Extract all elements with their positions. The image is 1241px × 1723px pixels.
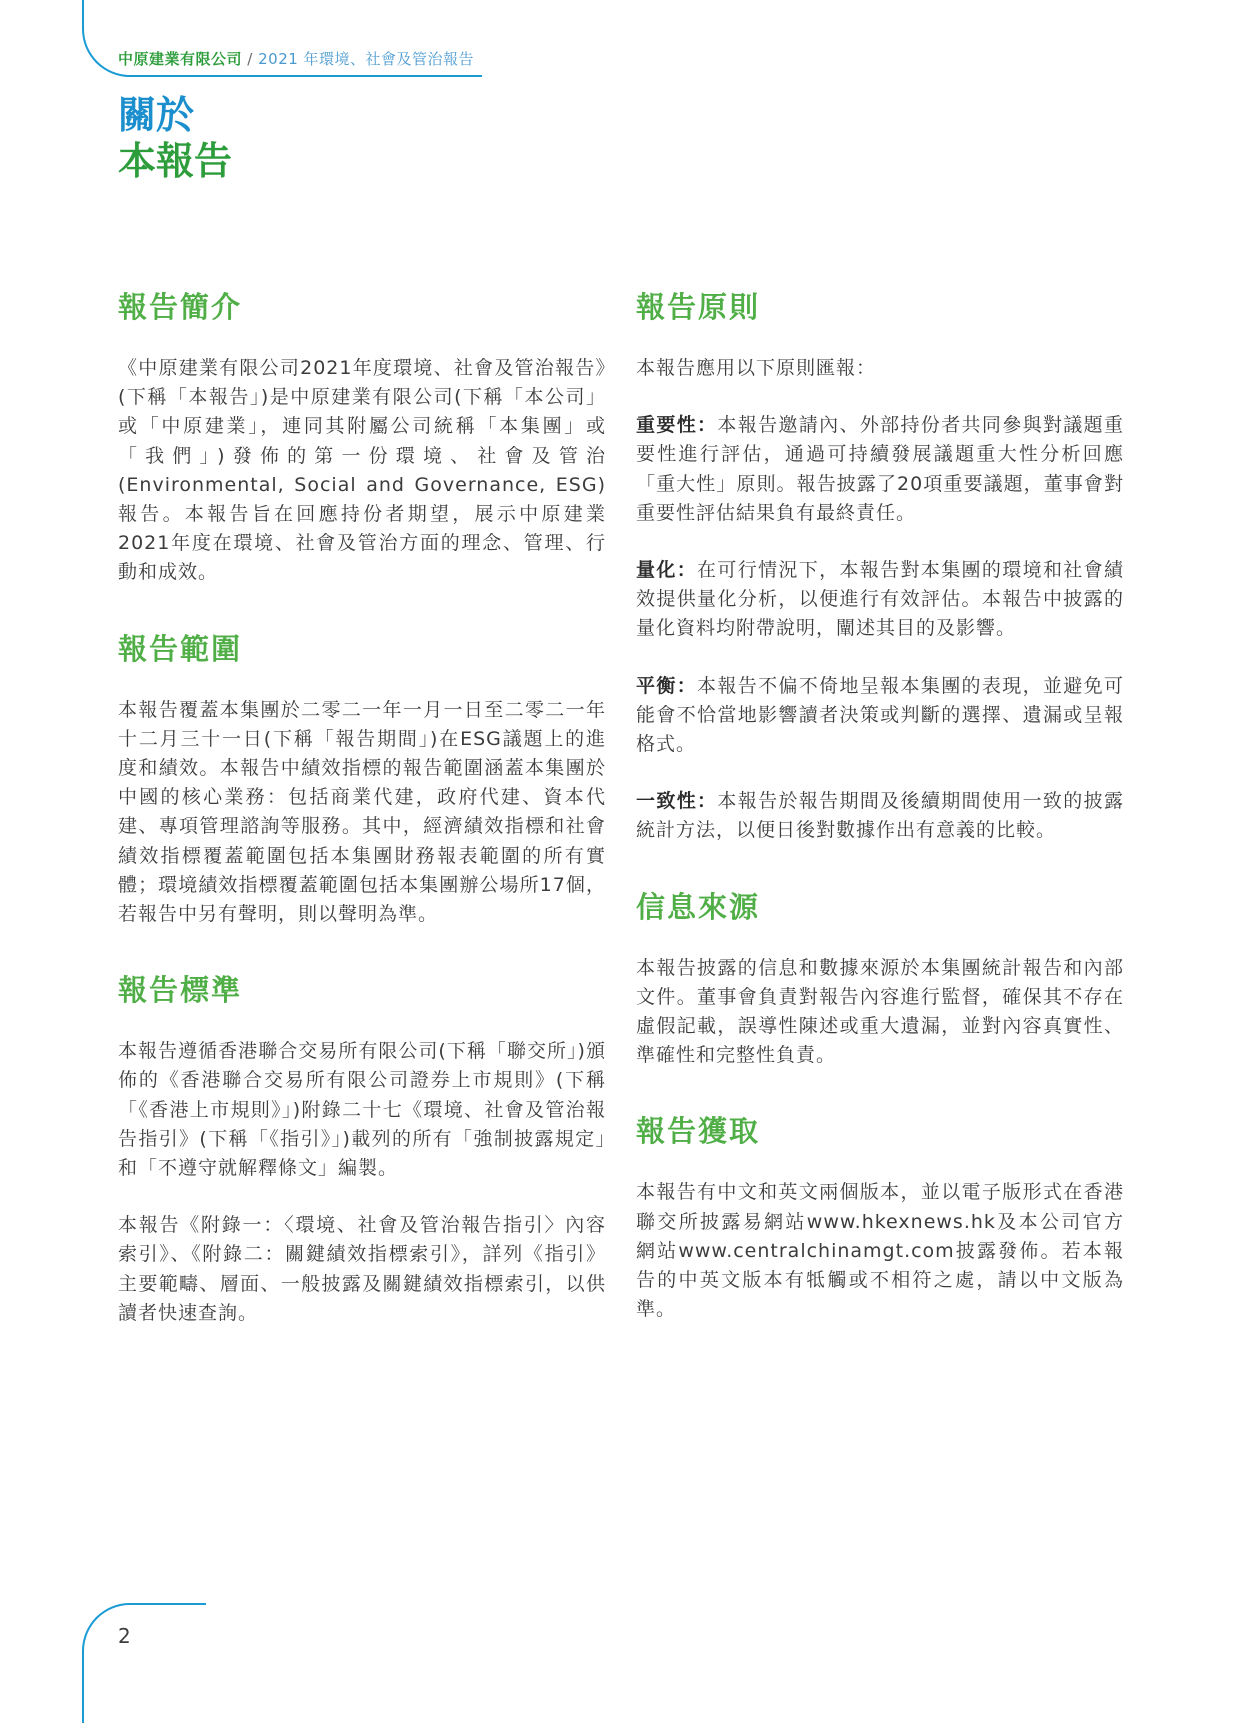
principle-label: 量化：: [636, 559, 698, 582]
principle-item: [636, 556, 1124, 644]
section-principles-heading: 報告原則: [636, 290, 761, 324]
principle-item: [636, 411, 1124, 528]
section-access-body: 本報告有中文和英文兩個版本，並以電子版形式在香港聯交所披露易網站www.hkexnews.hk及本公司官方網站www.centralchinamgt.com披露發佈。若本報告的中英文版本有牴觸或不相符之處，請以中文版為準。: [636, 1181, 1124, 1321]
header-company-name: 中原建業有限公司: [118, 50, 243, 68]
section-principles-intro: 本報告應用以下原則匯報：: [636, 357, 877, 379]
principle-text: 在可行情況下，本報告對本集團的環境和社會績效提供量化分析，以便進行有效評估。本報告中披露的量化資料均附帶說明，闡述其目的及影響。: [636, 559, 1124, 640]
principle-item: [636, 787, 1124, 845]
right-column: [636, 288, 1124, 1324]
section-standard: [118, 971, 606, 1328]
page-title: [118, 92, 232, 184]
left-column: [118, 288, 606, 1328]
principle-label: 重要性：: [636, 414, 718, 437]
running-header: [118, 48, 474, 69]
section-sources-body: 本報告披露的信息和數據來源於本集團統計報告和內部文件。董事會負責對報告內容進行監督，確保其不存在虛假記載，誤導性陳述或重大遺漏，並對內容真實性、準確性和完整性負責。: [636, 956, 1124, 1067]
principle-text: 本報告不偏不倚地呈報本集團的表現，並避免可能會不恰當地影響讀者決策或判斷的選擇、遺漏或呈報格式。: [636, 674, 1124, 756]
principle-text: 本報告於報告期間及後續期間使用一致的披露統計方法，以便日後對數據作出有意義的比較。: [636, 790, 1124, 842]
section-sources: [636, 888, 1124, 1071]
header-report-title: 2021 年環境、社會及管治報告: [258, 50, 475, 68]
page-title-line-1: 關於: [118, 93, 195, 137]
footer-corner-decoration: [82, 1603, 206, 1723]
section-standard-body-1: 本報告遵循香港聯合交易所有限公司(下稱「聯交所」)頒佈的《香港聯合交易所有限公司證券上市規則》(下稱「《香港上市規則》」)附錄二十七《環境、社會及管治報告指引》(下稱「《指引》」)載列的所有「強制披露規定」和「不遵守就解釋條文」編製。: [118, 1040, 606, 1180]
section-scope-body: 本報告覆蓋本集團於二零二一年一月一日至二零二一年十二月三十一日(下稱「報告期間」)在ESG議題上的進度和績效。本報告中績效指標的報告範圍涵蓋本集團於中國的核心業務：包括商業代建，政府代建、資本代建、專項管理諮詢等服務。其中，經濟績效指標和社會績效指標覆蓋範圍包括本集團財務報表範圍的所有實體；環境績效指標覆蓋範圍包括本集團辦公場所17個，若報告中另有聲明，則以聲明為準。: [118, 698, 606, 926]
principle-label: 平衡：: [636, 674, 698, 697]
section-intro-body: 《中原建業有限公司2021年度環境、社會及管治報告》(下稱「本報告」)是中原建業有限公司(下稱「本公司」或「中原建業」，連同其附屬公司統稱「本集團」或「我們」)發佈的第一份環境、社會及管治(Environmental, Social and Governance, ESG)報告。本報告旨在回應持份者期望，展示中原建業2021年度在環境、社會及管治方面的理念、管理、行動和成效。: [118, 357, 606, 584]
principle-label: 一致性：: [636, 790, 718, 813]
section-access: [636, 1112, 1124, 1324]
principle-text: 本報告邀請內、外部持份者共同參與對議題重要性進行評估，通過可持續發展議題重大性分析回應「重大性」原則。報告披露了20項重要議題，董事會對重要性評估結果負有最終責任。: [636, 414, 1124, 524]
header-separator: /: [242, 50, 259, 68]
section-standard-body-2: 本報告《附錄一：〈環境、社會及管治報告指引〉內容索引》、《附錄二：關鍵績效指標索引》，詳列《指引》主要範疇、層面、一般披露及關鍵績效指標索引，以供讀者快速查詢。: [118, 1214, 606, 1324]
section-sources-heading: 信息來源: [636, 889, 761, 924]
section-scope-heading: 報告範圍: [118, 631, 243, 666]
principle-item: [636, 672, 1124, 760]
section-principles: [636, 288, 1124, 846]
section-intro: [118, 288, 606, 588]
section-scope: [118, 630, 606, 930]
section-access-heading: 報告獲取: [636, 1114, 761, 1149]
section-standard-heading: 報告標準: [118, 973, 243, 1008]
page-number: 2: [118, 1624, 131, 1648]
section-intro-heading: 報告簡介: [118, 290, 243, 324]
page-title-line-2: 本報告: [118, 139, 233, 183]
